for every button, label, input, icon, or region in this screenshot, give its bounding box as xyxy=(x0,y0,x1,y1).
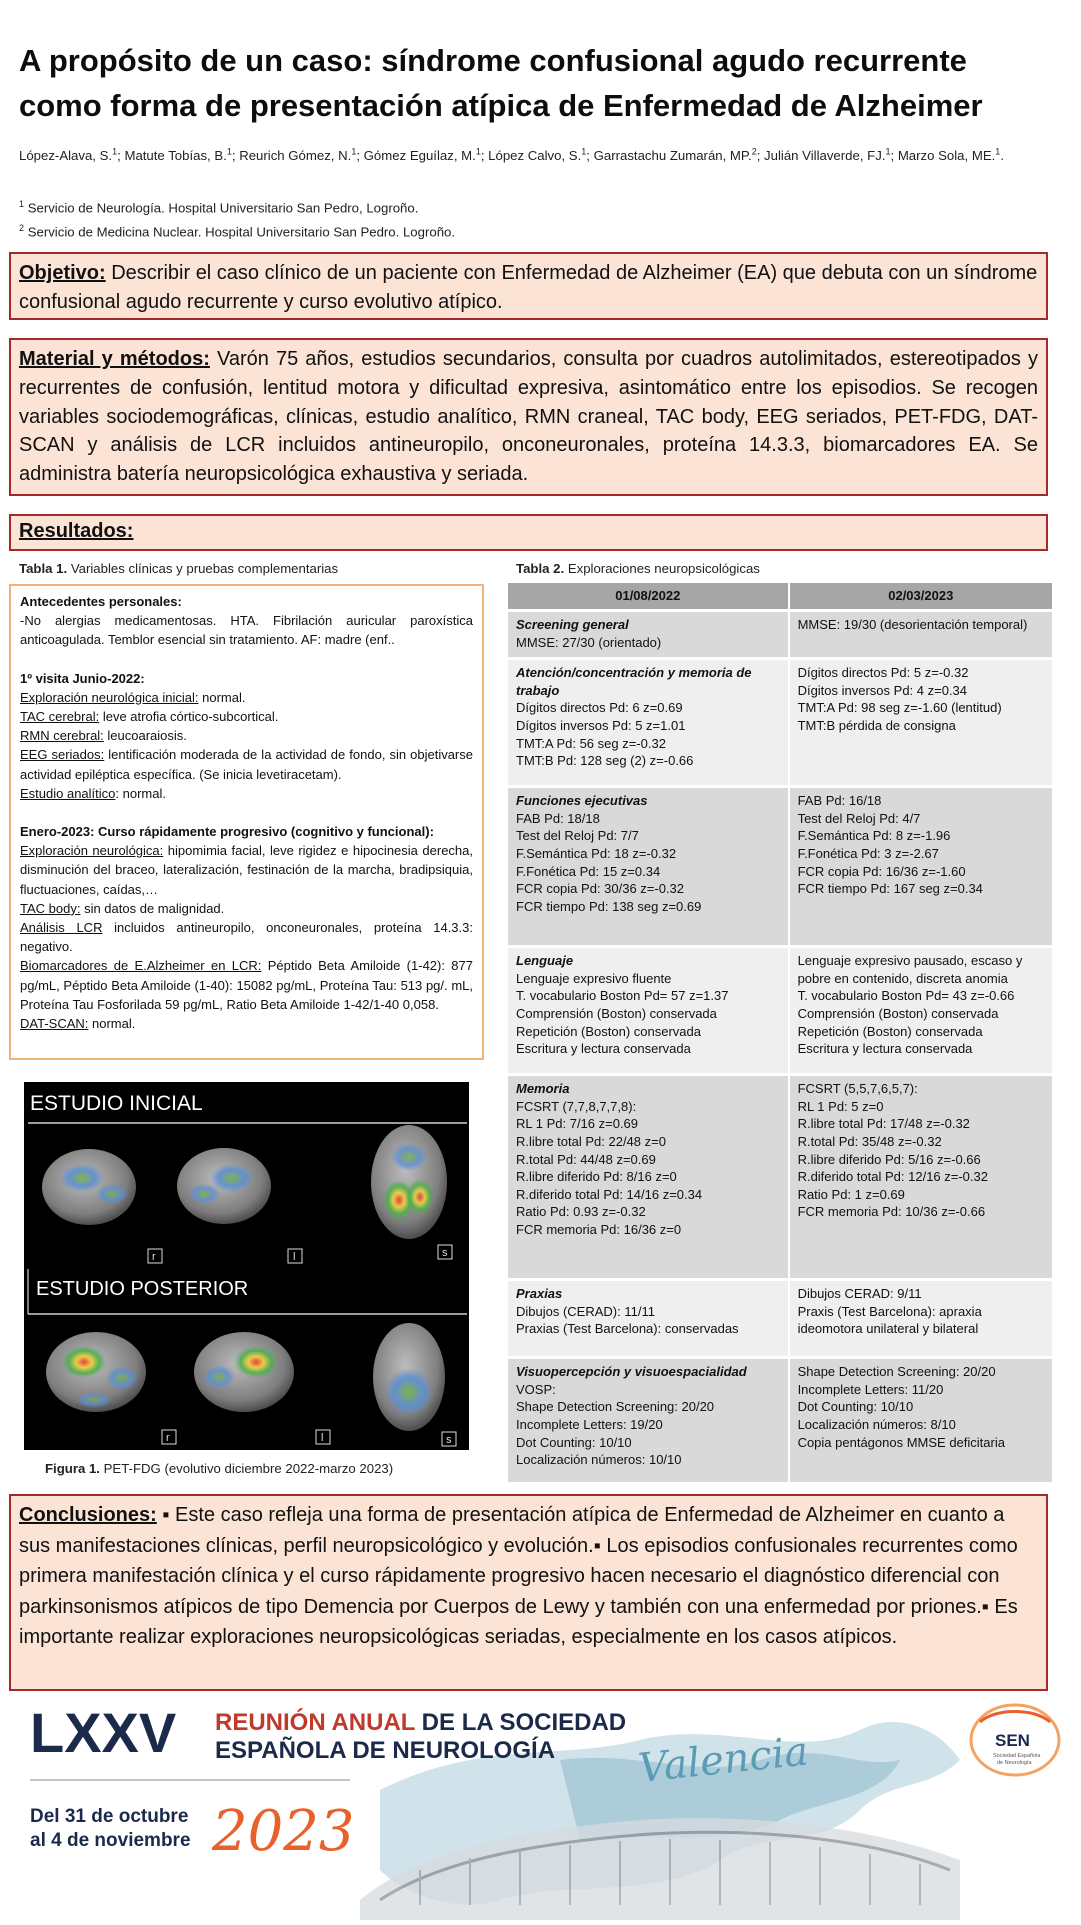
tabla2-col2-header: 02/03/2023 xyxy=(789,583,1053,611)
tabla2-caption: Tabla 2. Exploraciones neuropsicológicas xyxy=(516,561,760,576)
conclusiones-heading: Conclusiones: xyxy=(19,1504,157,1526)
tabla2-cell-2023: Lenguaje expresivo pausado, escaso y pobre en contenido, discreta anomia T. vocabulario Boston Pd= 43 z=-0.66 Comprensión (Boston) conservada Repetición (Boston) conservada Escritura y lectura conservada xyxy=(789,947,1053,1075)
tabla2-row xyxy=(508,1075,1053,1280)
tabla2-cell-2023: FCSRT (5,5,7,6,5,7): RL 1 Pd: 5 z=0 R.libre total Pd: 17/48 z=-0.32 R.total Pd: 35/48 z=-0.32 R.libre diferido Pd: 5/16 z=-0.66 R.diferido total Pd: 12/16 z=-0.32 Ratio Pd: 1 z=0.69 FCR memoria Pd: 10/36 z=-0.66 xyxy=(789,1075,1053,1280)
author: Gómez Eguílaz, M.$^1$; xyxy=(363,147,489,164)
tabla2 xyxy=(508,583,1054,1482)
sen-logo xyxy=(971,1705,1059,1775)
bullet-2: ▪ xyxy=(593,1534,601,1557)
footer-banner xyxy=(0,1700,1081,1920)
tabla2-row-head: Funciones ejecutivas xyxy=(516,793,648,809)
title-line-2: como forma de presentación atípica de Enfermedad de Alzheimer xyxy=(19,88,983,123)
footer-dates-2: al 4 de noviembre xyxy=(30,1830,191,1851)
poster-title xyxy=(19,38,1064,128)
authors xyxy=(19,142,1064,166)
visita-item: TAC cerebral: leve atrofia córtico-subcortical. xyxy=(20,709,279,725)
bullet-3: ▪ xyxy=(981,1595,989,1618)
title-line-1: A propósito de un caso: síndrome confusional agudo recurrente xyxy=(19,43,967,78)
tabla2-row-head: Atención/concentración y memoria de trabajo xyxy=(516,665,752,698)
tabla2-cell-2022: Screening general MMSE: 27/30 (orientado) xyxy=(508,611,789,659)
visita-list xyxy=(20,688,473,803)
tabla2-row xyxy=(508,611,1053,659)
visita-item: RMN cerebral: leucoaraiosis. xyxy=(20,728,187,744)
visita-heading: 1º visita Junio-2022: xyxy=(20,670,145,686)
author: Reurich Gómez, N.$^1$; xyxy=(239,147,364,164)
author: Julián Villaverde, FJ.$^1$; xyxy=(764,147,898,164)
enero-item: Biomarcadores de E.Alzheimer en LCR: Péptido Beta Amiloide (1-42): 877 pg/mL, Péptido Beta Amiloide (1-40): 15082 pg/mL, Proteína Tau: 513 pg/. mL, Proteína Tau Fosforilada 59 pg/mL, Ratio Beta Amiloide 1-42/1-40 0,058. xyxy=(20,958,473,1012)
objetivo-text: Describir el caso clínico de un paciente con Enfermedad de Alzheimer (EA) que debuta con un síndrome confusional agudo recurrente y curso evolutivo atípico. xyxy=(19,262,1038,313)
tabla2-cell-2023: FAB Pd: 16/18 Test del Reloj Pd: 4/7 F.Semántica Pd: 8 z=-1.96 F.Fonética Pd: 3 z=-2.67 FCR copia Pd: 16/36 z=-1.60 FCR tiempo Pd: 167 seg z=0.34 xyxy=(789,787,1053,947)
footer-roman: LXXV xyxy=(30,1701,177,1764)
tabla2-row-head: Praxias xyxy=(516,1286,563,1302)
enero-item: DAT-SCAN: normal. xyxy=(20,1016,136,1032)
sen-sub-2: de Neurología xyxy=(997,1760,1032,1766)
visita-item: Exploración neurológica inicial: normal. xyxy=(20,689,246,705)
conclusion-3: Es importante realizar exploraciones neuropsicológicas seriadas, especialmente en los casos atípicos. xyxy=(19,1595,1018,1648)
tabla2-cell-2023: Dígitos directos Pd: 5 z=-0.32 Dígitos inversos Pd: 4 z=0.34 TMT:A Pd: 98 seg z=-1.60 (lentitud) TMT:B pérdida de consigna xyxy=(789,659,1053,787)
footer-reunion-line2: ESPAÑOLA DE NEUROLOGÍA xyxy=(215,1737,556,1764)
tabla1-caption: Tabla 1. Variables clínicas y pruebas complementarias xyxy=(19,561,339,576)
enero-item: Exploración neurológica: hipomimia facial, leve rigidez e hipocinesia derecha, disminución del braceo, lateralización, festinación de la marcha, bradipsiquia, fluctuaciones, caídas,… xyxy=(20,843,473,897)
tabla2-cell-2022: Visuopercepción y visuoespacialidad VOSP: Shape Detection Screening: 20/20 Incomplete Letters: 19/20 Dot Counting: 10/10 Localización números: 10/10 xyxy=(508,1358,789,1482)
pet-fdg-figure xyxy=(24,1082,469,1450)
tabla2-row xyxy=(508,1280,1053,1358)
author: López-Alava, S.$^1$; xyxy=(19,147,125,164)
tabla2-cell-2022: Funciones ejecutivas FAB Pd: 18/18 Test del Reloj Pd: 7/7 F.Semántica Pd: 18 z=-0.32 F.Fonética Pd: 15 z=0.34 FCR copia Pd: 30/36 z=-0.32 FCR tiempo Pd: 138 seg z=0.69 xyxy=(508,787,789,947)
objetivo-heading: Objetivo: xyxy=(19,262,106,284)
visita-item: EEG seriados: lentificación moderada de la actividad de fondo, sin objetivarse actividad epiléptica específica. (Se inicia levetiracetam). xyxy=(20,747,473,782)
resultados-heading: Resultados: xyxy=(19,520,134,542)
tabla2-row-head: Lenguaje xyxy=(516,953,574,969)
pet-fdg-image xyxy=(24,1082,469,1450)
view-s-2: s xyxy=(446,1434,452,1446)
tabla2-row-head: Memoria xyxy=(516,1081,570,1097)
affiliation-1: $^1$ Servicio de Neurología. Hospital Universitario San Pedro, Logroño. xyxy=(19,199,419,216)
tabla2-row xyxy=(508,947,1053,1075)
tabla1-box xyxy=(9,584,484,1060)
footer-reunion-line1: REUNIÓN ANUAL DE LA SOCIEDAD xyxy=(215,1709,627,1736)
enero-heading: Enero-2023: Curso rápidamente progresivo (cognitivo y funcional): xyxy=(20,824,434,840)
tabla2-row xyxy=(508,659,1053,787)
resultados-box xyxy=(9,514,1048,551)
tabla2-cell-2022: Atención/concentración y memoria de trabajo Dígitos directos Pd: 6 z=0.69 Dígitos inversos Pd: 5 z=1.01 TMT:A Pd: 56 seg z=-0.32 TMT:B Pd: 128 seg (2) z=-0.66 xyxy=(508,659,789,787)
sen-sub-1: Sociedad Española xyxy=(993,1753,1041,1759)
objetivo-box xyxy=(9,252,1048,320)
tabla2-cell-2023: MMSE: 19/30 (desorientación temporal) xyxy=(789,611,1053,659)
visita-item: Estudio analítico: normal. xyxy=(20,785,166,801)
view-r-2: r xyxy=(166,1432,170,1444)
antecedentes-text: -No alergias medicamentosas. HTA. Fibrilación auricular paroxística anticoagulada. Temblor esencial sin tratamiento. AF: madre (enf.. xyxy=(20,613,473,648)
tabla2-row-head: Screening general xyxy=(516,617,629,632)
footer-city: Valencia xyxy=(636,1728,811,1792)
tabla2-row xyxy=(508,787,1053,947)
material-text: Varón 75 años, estudios secundarios, consulta por cuadros autolimitados, estereotipados y recurrentes de confusión, lentitud motora y dificultad expresiva, asintomático entre los episodios. Se recogen variables sociodemográficas, clínicas, estudio analítico, RMN craneal, TAC body, EEG seriados, PET-FDG, DAT-SCAN y análisis de LCR incluidos antineuropilo, onconeuronales, proteína 14.3.3, biomarcadores EA. Se administra batería neuropsicológica exhaustiva y seriada. xyxy=(19,348,1038,486)
sen-logo-text: SEN xyxy=(995,1731,1030,1750)
tabla2-col1-header: 01/08/2022 xyxy=(508,583,789,611)
conclusion-2: Los episodios confusionales recurrentes como primera manifestación clínica y el curso rápidamente progresivo hacen necesario el diagnóstico diferencial con parkinsonismos atípicos de tipo Demencia por Cuerpos de Lewy y también con una enfermedad por priones. xyxy=(19,1534,1018,1618)
figura1-caption: Figura 1. PET-FDG (evolutivo diciembre 2022-marzo 2023) xyxy=(45,1461,394,1476)
author: Matute Tobías, B.$^1$; xyxy=(124,147,240,164)
view-r-1: r xyxy=(152,1251,156,1263)
author: Garrastachu Zumarán, MP.$^2$; xyxy=(593,147,765,164)
conclusion-1: Este caso refleja una forma de presentación atípica de Enfermedad de Alzheimer en cuanto a sus manifestaciones clínicas, perfil neuropsicológico y evolución. xyxy=(19,1504,1005,1557)
affiliation-2: $^2$ Servicio de Medicina Nuclear. Hospital Universitario San Pedro. Logroño. xyxy=(19,223,456,240)
antecedentes-heading: Antecedentes personales: xyxy=(20,594,182,609)
author: López Calvo, S.$^1$; xyxy=(488,147,594,164)
author: Marzo Sola, ME.$^1$. xyxy=(897,147,1004,164)
enero-item: TAC body: sin datos de malignidad. xyxy=(20,900,225,916)
enero-item: Análisis LCR incluidos antineuropilo, onconeuronales, proteína 14.3.3: negativo. xyxy=(20,920,473,955)
bullet-1: ▪ xyxy=(162,1504,170,1526)
tabla2-cell-2023: Shape Detection Screening: 20/20 Incomplete Letters: 11/20 Dot Counting: 10/10 Localización números: 8/10 Copia pentágonos MMSE deficitaria xyxy=(789,1358,1053,1482)
view-l-1: l xyxy=(293,1251,296,1263)
tabla2-cell-2023: Dibujos CERAD: 9/11 Praxis (Test Barcelona): apraxia ideomotora unilateral y bilateral xyxy=(789,1280,1053,1358)
label-estudio-posterior: ESTUDIO POSTERIOR xyxy=(36,1278,249,1300)
footer-graphic xyxy=(0,1700,1081,1920)
tabla2-row-head: Visuopercepción y visuoespacialidad xyxy=(516,1364,747,1380)
view-s-1: s xyxy=(442,1247,448,1259)
material-heading: Material y métodos: xyxy=(19,348,210,370)
affiliations xyxy=(19,194,1019,243)
material-box xyxy=(9,338,1048,496)
label-estudio-inicial: ESTUDIO INICIAL xyxy=(30,1092,203,1115)
conclusiones-box xyxy=(9,1494,1048,1691)
footer-year: 2023 xyxy=(212,1799,355,1864)
tabla2-cell-2022: Memoria FCSRT (7,7,8,7,7,8): RL 1 Pd: 7/16 z=0.69 R.libre total Pd: 22/48 z=0 R.total Pd: 44/48 z=0.69 R.libre diferido Pd: 8/16 z=0 R.diferido total Pd: 14/16 z=0.34 Ratio Pd: 0.93 z=-0.32 FCR memoria Pd: 16/36 z=0 xyxy=(508,1075,789,1280)
enero-list xyxy=(20,841,473,1033)
tabla2-cell-2022: Praxias Dibujos (CERAD): 11/11 Praxias (Test Barcelona): conservadas xyxy=(508,1280,789,1358)
view-l-2: l xyxy=(321,1432,324,1444)
footer-dates-1: Del 31 de octubre xyxy=(30,1806,189,1827)
tabla2-cell-2022: Lenguaje Lenguaje expresivo fluente T. vocabulario Boston Pd= 57 z=1.37 Comprensión (Boston) conservada Repetición (Boston) conservada Escritura y lectura conservada xyxy=(508,947,789,1075)
tabla2-row xyxy=(508,1358,1053,1482)
